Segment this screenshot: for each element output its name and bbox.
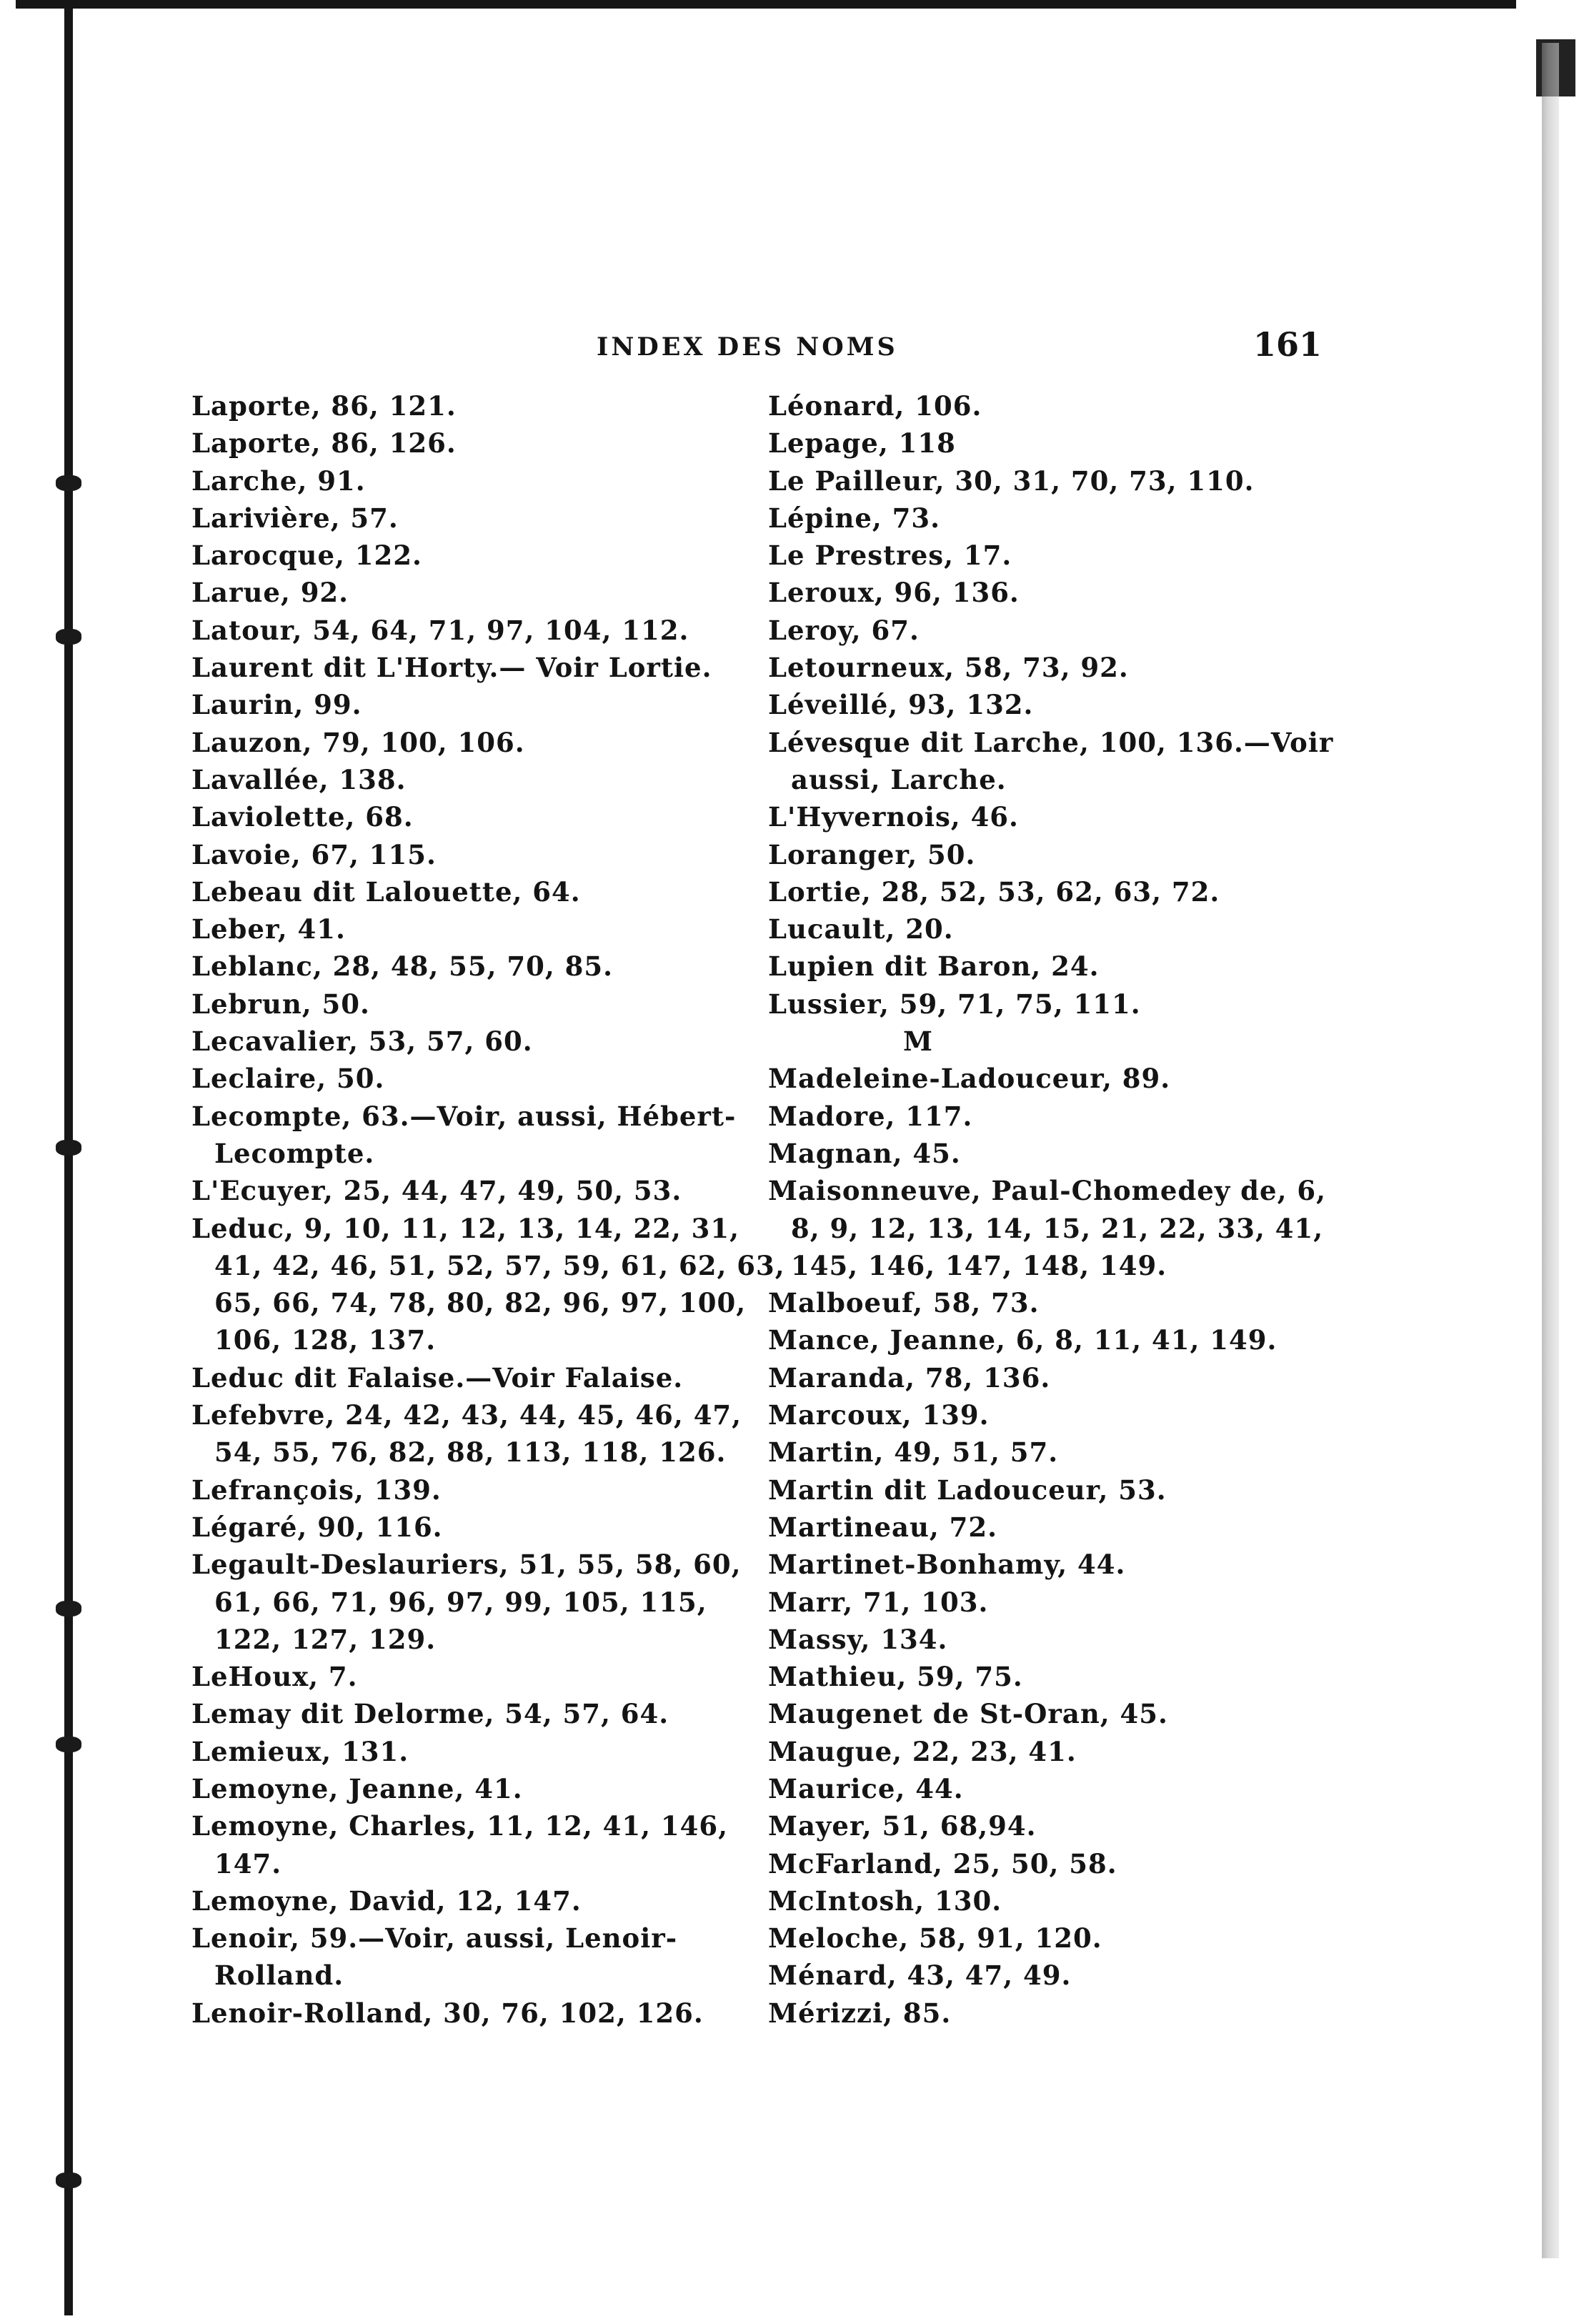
index-entry: Le Prestres, 17. xyxy=(768,540,1012,572)
index-entry: Le Pailleur, 30, 31, 70, 73, 110. xyxy=(768,465,1255,497)
index-entry: Martineau, 72. xyxy=(768,1511,998,1543)
index-column-right xyxy=(768,387,1334,2032)
index-entry: Lépine, 73. xyxy=(768,502,941,534)
index-entry: Lussier, 59, 71, 75, 111. xyxy=(768,988,1141,1020)
index-entry-continuation: 147. xyxy=(214,1847,282,1879)
index-entry: Lortie, 28, 52, 53, 62, 63, 72. xyxy=(768,875,1220,908)
index-entry: Lévesque dit Larche, 100, 136.—Voir xyxy=(768,726,1334,758)
index-entry: Madeleine-Ladouceur, 89. xyxy=(768,1063,1171,1095)
index-entry: Lefebvre, 24, 42, 43, 44, 45, 46, 47, xyxy=(191,1399,742,1431)
index-entry: Lemoyne, Charles, 11, 12, 41, 146, xyxy=(191,1810,728,1842)
index-entry: Lenoir, 59.—Voir, aussi, Lenoir- xyxy=(191,1922,678,1955)
index-entry-continuation: 145, 146, 147, 148, 149. xyxy=(791,1249,1167,1281)
index-entry: Leroy, 67. xyxy=(768,614,920,646)
margin-mark xyxy=(56,2172,81,2188)
index-entry: Legault-Deslauriers, 51, 55, 58, 60, xyxy=(191,1549,742,1581)
index-entry: Martin dit Ladouceur, 53. xyxy=(768,1474,1167,1506)
index-entry: Larche, 91. xyxy=(191,465,366,497)
index-entry: Marr, 71, 103. xyxy=(768,1586,989,1618)
index-entry: Leclaire, 50. xyxy=(191,1063,385,1095)
index-entry: L'Hyvernois, 46. xyxy=(768,801,1019,833)
margin-mark xyxy=(56,475,81,491)
index-entry-continuation: 106, 128, 137. xyxy=(214,1324,437,1356)
index-entry: Ménard, 43, 47, 49. xyxy=(768,1960,1072,1992)
index-entry: Larocque, 122. xyxy=(191,540,422,572)
index-entry: McFarland, 25, 50, 58. xyxy=(768,1847,1117,1879)
index-entry: Loranger, 50. xyxy=(768,838,976,870)
index-entry: Lenoir-Rolland, 30, 76, 102, 126. xyxy=(191,1997,704,2029)
margin-mark xyxy=(56,1737,81,1752)
index-entry: Mayer, 51, 68,94. xyxy=(768,1810,1037,1842)
index-entry: Légaré, 90, 116. xyxy=(191,1511,443,1543)
index-entry: Marcoux, 139. xyxy=(768,1399,990,1431)
index-entry-continuation: Lecompte. xyxy=(214,1137,375,1169)
index-entry-continuation: 65, 66, 74, 78, 80, 82, 96, 97, 100, xyxy=(214,1287,747,1319)
index-entry: Martin, 49, 51, 57. xyxy=(768,1436,1059,1469)
index-entry: Lavallée, 138. xyxy=(191,763,407,795)
index-entry: Latour, 54, 64, 71, 97, 104, 112. xyxy=(191,614,689,646)
index-entry-continuation: 61, 66, 71, 96, 97, 99, 105, 115, xyxy=(214,1586,707,1618)
index-entry-continuation: 8, 9, 12, 13, 14, 15, 21, 22, 33, 41, xyxy=(791,1212,1324,1244)
index-entry: Leduc dit Falaise.—Voir Falaise. xyxy=(191,1361,684,1394)
index-entry: Lavoie, 67, 115. xyxy=(191,838,437,870)
index-entry: Meloche, 58, 91, 120. xyxy=(768,1922,1102,1955)
index-entry: Léonard, 106. xyxy=(768,390,982,422)
index-entry: Martinet-Bonhamy, 44. xyxy=(768,1549,1126,1581)
index-entry: Lemieux, 131. xyxy=(191,1735,409,1767)
index-entry: Lefrançois, 139. xyxy=(191,1474,442,1506)
index-entry: L'Ecuyer, 25, 44, 47, 49, 50, 53. xyxy=(191,1175,682,1207)
index-entry-continuation: aussi, Larche. xyxy=(791,763,1007,795)
index-entry: Massy, 134. xyxy=(768,1623,948,1655)
index-entry: Laurin, 99. xyxy=(191,689,362,721)
index-entry: Mance, Jeanne, 6, 8, 11, 41, 149. xyxy=(768,1324,1277,1356)
index-entry-continuation: 122, 127, 129. xyxy=(214,1623,437,1655)
index-entry: Laporte, 86, 121. xyxy=(191,390,457,422)
margin-mark xyxy=(56,1140,81,1156)
index-entry: Magnan, 45. xyxy=(768,1137,961,1169)
index-entry: Laurent dit L'Horty.— Voir Lortie. xyxy=(191,652,712,684)
margin-mark xyxy=(56,629,81,645)
index-entry: LeHoux, 7. xyxy=(191,1661,358,1693)
index-entry: Maranda, 78, 136. xyxy=(768,1361,1051,1394)
index-entry: Lecavalier, 53, 57, 60. xyxy=(191,1026,533,1058)
index-entry: Lebrun, 50. xyxy=(191,988,370,1020)
margin-mark xyxy=(56,1601,81,1617)
index-entry: Larivière, 57. xyxy=(191,502,399,534)
index-entry: Lebeau dit Lalouette, 64. xyxy=(191,875,581,908)
index-entry: Lepage, 118 xyxy=(768,427,956,460)
index-entry: Lecompte, 63.—Voir, aussi, Hébert- xyxy=(191,1100,737,1132)
index-entry: Laviolette, 68. xyxy=(191,801,414,833)
index-column-left xyxy=(191,387,785,2032)
page-header xyxy=(193,325,1322,375)
index-entry: Leblanc, 28, 48, 55, 70, 85. xyxy=(191,950,614,983)
scan-border-top xyxy=(16,0,1516,9)
index-entry: Lemay dit Delorme, 54, 57, 64. xyxy=(191,1698,669,1730)
scan-border-right xyxy=(1542,43,1559,2258)
page-number: 161 xyxy=(1252,325,1322,364)
index-entry: Maugue, 22, 23, 41. xyxy=(768,1735,1077,1767)
index-entry: Malboeuf, 58, 73. xyxy=(768,1287,1040,1319)
index-entry: Madore, 117. xyxy=(768,1100,973,1132)
index-entry: Larue, 92. xyxy=(191,577,349,609)
index-entry: Lauzon, 79, 100, 106. xyxy=(191,726,525,758)
index-entry: Mathieu, 59, 75. xyxy=(768,1661,1023,1693)
index-entry-continuation: 41, 42, 46, 51, 52, 57, 59, 61, 62, 63, xyxy=(214,1249,785,1281)
index-entry: Maisonneuve, Paul-Chomedey de, 6, xyxy=(768,1175,1326,1207)
index-entry-continuation: 54, 55, 76, 82, 88, 113, 118, 126. xyxy=(214,1436,727,1469)
index-entry: Lupien dit Baron, 24. xyxy=(768,950,1100,983)
index-entry: Leber, 41. xyxy=(191,913,346,945)
running-head: INDEX DES NOMS xyxy=(597,332,898,362)
section-letter: M xyxy=(903,1026,933,1058)
index-entry: Laporte, 86, 126. xyxy=(191,427,457,460)
index-entry: McIntosh, 130. xyxy=(768,1884,1002,1917)
index-entry: Léveillé, 93, 132. xyxy=(768,689,1034,721)
index-entry: Lucault, 20. xyxy=(768,913,954,945)
index-entry: Maugenet de St-Oran, 45. xyxy=(768,1698,1168,1730)
scan-border-left xyxy=(64,0,73,2315)
index-entry: Lemoyne, David, 12, 147. xyxy=(191,1884,582,1917)
index-entry: Leroux, 96, 136. xyxy=(768,577,1020,609)
index-entry-continuation: Rolland. xyxy=(214,1960,344,1992)
index-entry: Lemoyne, Jeanne, 41. xyxy=(191,1772,523,1804)
index-entry: Maurice, 44. xyxy=(768,1772,964,1804)
index-entry: Mérizzi, 85. xyxy=(768,1997,952,2029)
index-entry: Letourneux, 58, 73, 92. xyxy=(768,652,1129,684)
index-entry: Leduc, 9, 10, 11, 12, 13, 14, 22, 31, xyxy=(191,1212,740,1244)
